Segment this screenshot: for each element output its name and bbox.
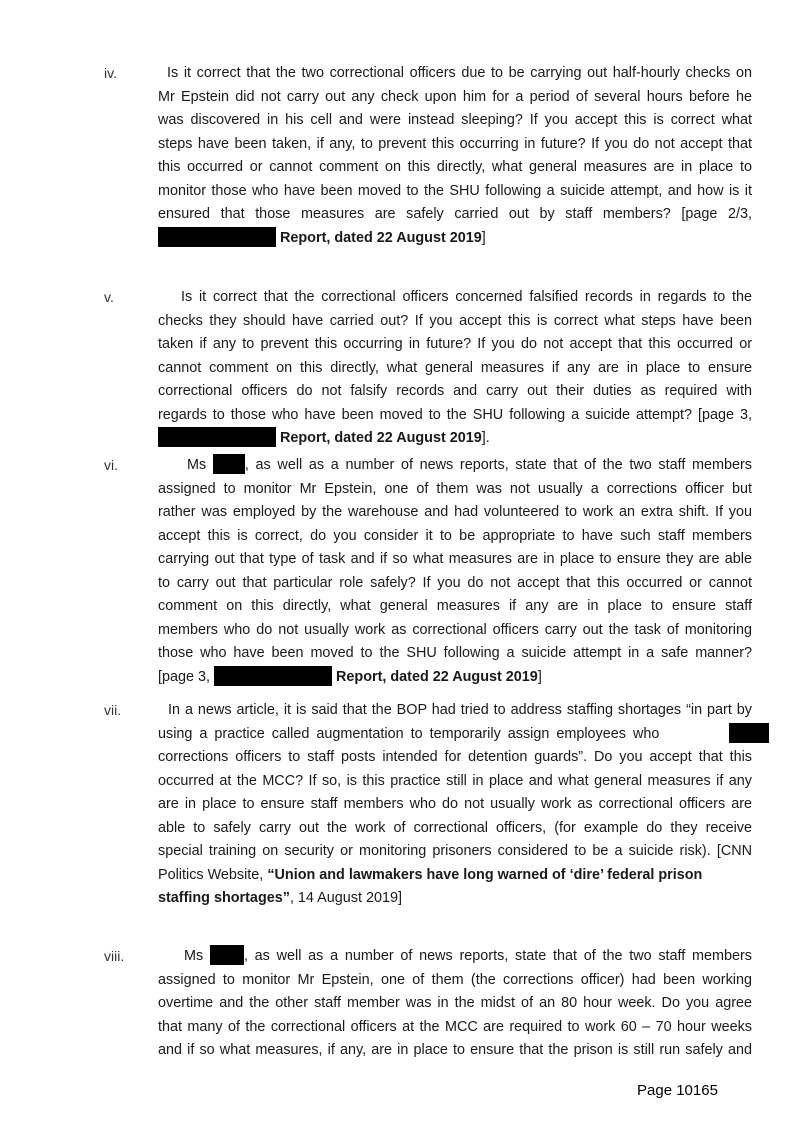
text-line: carrying out that type of task and if so what measures are in place to ensure they are able: [158, 551, 752, 567]
source-citation: Report, dated 22 August 2019]: [158, 227, 752, 251]
text-line: monitor those who have been moved to the SHU following a suicide attempt, and how is it: [158, 182, 752, 199]
redaction-box: [729, 723, 769, 743]
item-number: vii.: [104, 702, 122, 718]
item-number: vi.: [104, 457, 118, 473]
text-line: Mr Epstein did not carry out any check upon him for a period of several hours before he: [158, 88, 752, 105]
source-citation: Report, dated 22 August 2019].: [158, 427, 752, 451]
source-citation: [page 3, Report, dated 22 August 2019]: [158, 666, 752, 690]
text-line: able to safely carry out the work of correctional officers, (for example do they receive: [158, 819, 752, 836]
text-line: those who have been moved to the SHU following a suicide attempt in a safe manner?: [158, 645, 752, 661]
text-line: checks they should have carried out? If you accept this is correct what steps have been: [158, 312, 752, 329]
source-citation: Politics Website, “Union and lawmakers have long warned of ‘dire’ federal prison: [158, 866, 703, 883]
text-line-first: Ms , as well as a number of news reports, state that of the two staff members: [184, 945, 752, 969]
text-line: comment on this directly, what general measures if any are in place to ensure staff: [158, 598, 752, 614]
source-report-title: Report, dated 22 August 2019: [280, 229, 482, 246]
text-line: corrections officers to staff posts intended for detention guards”. Do you accept that this: [158, 749, 752, 765]
text-line: assigned to monitor Mr Epstein, one of them (the corrections officer) had been working: [158, 971, 752, 988]
text-line: and if so what measures, if any, are in place to ensure that the prison is still run safely and: [158, 1042, 752, 1058]
text-line: members who do not usually work as correctional officers carry out the task of monitoring: [158, 621, 752, 638]
source-report-title: Report, dated 22 August 2019: [280, 430, 482, 446]
text-line: taken if any to prevent this occurring in future? If you do not accept that this occurred or: [158, 336, 752, 352]
text-line: correctional officers do not falsify records and carry out their duties as required with: [158, 383, 752, 399]
text-line: steps have been taken, if any, to prevent this occurring in future? If you do not accept that: [158, 135, 752, 152]
text-line: assigned to monitor Mr Epstein, one of them was not usually a corrections officer but: [158, 480, 752, 497]
text-line: was discovered in his cell and were instead sleeping? If you accept this is correct what: [158, 112, 752, 128]
text-line: that many of the correctional officers at the MCC are required to work 60 – 70 hour weeks: [158, 1018, 752, 1035]
text-line-first: Ms , as well as a number of news reports, state that of the two staff members: [187, 454, 752, 478]
page-number: Page 10165: [637, 1082, 718, 1099]
text-line: to carry out that particular role safely? If you do not accept that this occurred or cannot: [158, 574, 752, 591]
text-line: cannot comment on this directly, what general measures if any are in place to ensure: [158, 359, 752, 376]
text-line: special training on security or monitoring prisoners considered to be a suicide risk). [CNN: [158, 843, 752, 859]
text-line: are in place to ensure staff members who do not usually work as correctional officers are: [158, 796, 752, 812]
text-line: occurred at the MCC? If so, is this practice still in place and what general measures if any: [158, 772, 752, 789]
redaction-box: [210, 945, 244, 965]
redaction-box: [214, 666, 332, 686]
text-line: In a news article, it is said that the BOP had tried to address staffing shortages “in part by: [168, 702, 752, 718]
text-line: Is it correct that the two correctional officers due to be carrying out half-hourly checks on: [167, 65, 752, 81]
item-number: iv.: [104, 65, 117, 81]
text-line-redacted: using a practice called augmentation to temporarily assign employees who: [158, 723, 752, 747]
text-line: Is it correct that the correctional officers concerned falsified records in regards to the: [181, 289, 752, 305]
text-line: ensured that those measures are safely carried out by staff members? [page 2/3,: [158, 206, 752, 222]
redaction-box: [158, 427, 276, 447]
redaction-box: [213, 454, 245, 474]
redaction-box: [158, 227, 276, 247]
text-line: this occurred or cannot comment on this directly, what general measures are in place to: [158, 159, 752, 175]
source-report-title: Report, dated 22 August 2019: [336, 668, 538, 685]
article-title-cont: staffing shortages”: [158, 890, 290, 906]
text-line: overtime and the other staff member was in the midst of an 80 hour week. Do you agree: [158, 995, 752, 1011]
text-line: accept this is correct, do you consider it to be appropriate to have such staff members: [158, 527, 752, 544]
item-number: v.: [104, 289, 114, 305]
item-number: viii.: [104, 948, 125, 964]
article-title: “Union and lawmakers have long warned of ‘dire’ federal prison: [267, 866, 703, 883]
text-line: rather was employed by the warehouse and had volunteered to work an extra shift. If you: [158, 504, 752, 520]
text-line: regards to those who have been moved to the SHU following a suicide attempt? [page 3,: [158, 406, 752, 423]
source-citation-cont: staffing shortages”, 14 August 2019]: [158, 890, 402, 906]
